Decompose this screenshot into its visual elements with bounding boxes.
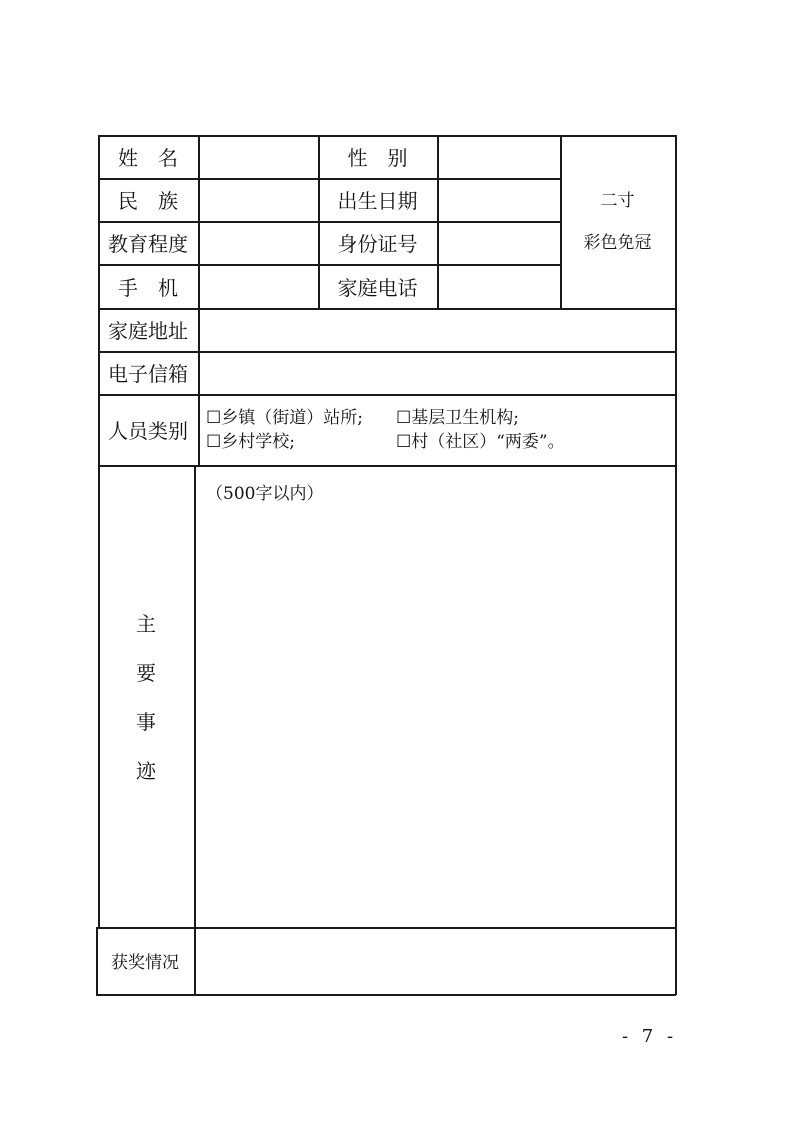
deeds-field[interactable]: [194, 465, 675, 927]
awards-label: 获奖情况: [111, 953, 179, 973]
ethnicity-field[interactable]: [198, 178, 318, 221]
photo-size-text: 二寸: [600, 190, 635, 211]
gender-field[interactable]: [437, 135, 560, 178]
awards-field[interactable]: [194, 927, 675, 994]
birthdate-label: 出生日期: [337, 189, 418, 213]
category-option-village[interactable]: ☐村（社区）“两委”。: [396, 431, 565, 452]
address-field[interactable]: [198, 308, 675, 351]
deeds-label: [98, 465, 194, 927]
mobile-field[interactable]: [198, 264, 318, 308]
rule: [96, 994, 676, 996]
category-option-township[interactable]: ☐乡镇（街道）站所;: [206, 407, 363, 428]
category-label: 人员类别: [108, 419, 188, 443]
name-field[interactable]: [198, 135, 318, 178]
email-field[interactable]: [198, 351, 675, 394]
gender-label: 性 别: [347, 146, 408, 170]
email-label: 电子信箱: [108, 362, 188, 386]
education-field[interactable]: [198, 221, 318, 264]
id-number-field[interactable]: [437, 221, 560, 264]
deeds-char: 主: [136, 612, 156, 636]
deeds-char: 迹: [136, 759, 156, 783]
name-label: 姓 名: [118, 146, 178, 170]
address-label: 家庭地址: [108, 319, 188, 343]
mobile-label: 手 机: [118, 275, 178, 300]
ethnicity-label: 民 族: [118, 189, 178, 213]
category-option-school[interactable]: ☐乡村学校;: [206, 431, 295, 452]
photo-requirement-text: 彩色免冠: [583, 232, 652, 253]
home-phone-field[interactable]: [437, 264, 560, 308]
education-label: 教育程度: [108, 232, 188, 256]
rule: [675, 135, 677, 995]
category-option-health[interactable]: ☐基层卫生机构;: [396, 407, 519, 428]
page-number: - 7 -: [622, 1026, 678, 1047]
id-number-label: 身份证号: [337, 232, 418, 256]
birthdate-field[interactable]: [437, 178, 560, 221]
category-options: [198, 394, 675, 465]
photo-box[interactable]: [560, 135, 675, 308]
deeds-char: 事: [136, 710, 156, 734]
deeds-hint: （500字以内）: [206, 484, 324, 504]
home-phone-label: 家庭电话: [337, 275, 418, 300]
deeds-char: 要: [136, 661, 156, 685]
